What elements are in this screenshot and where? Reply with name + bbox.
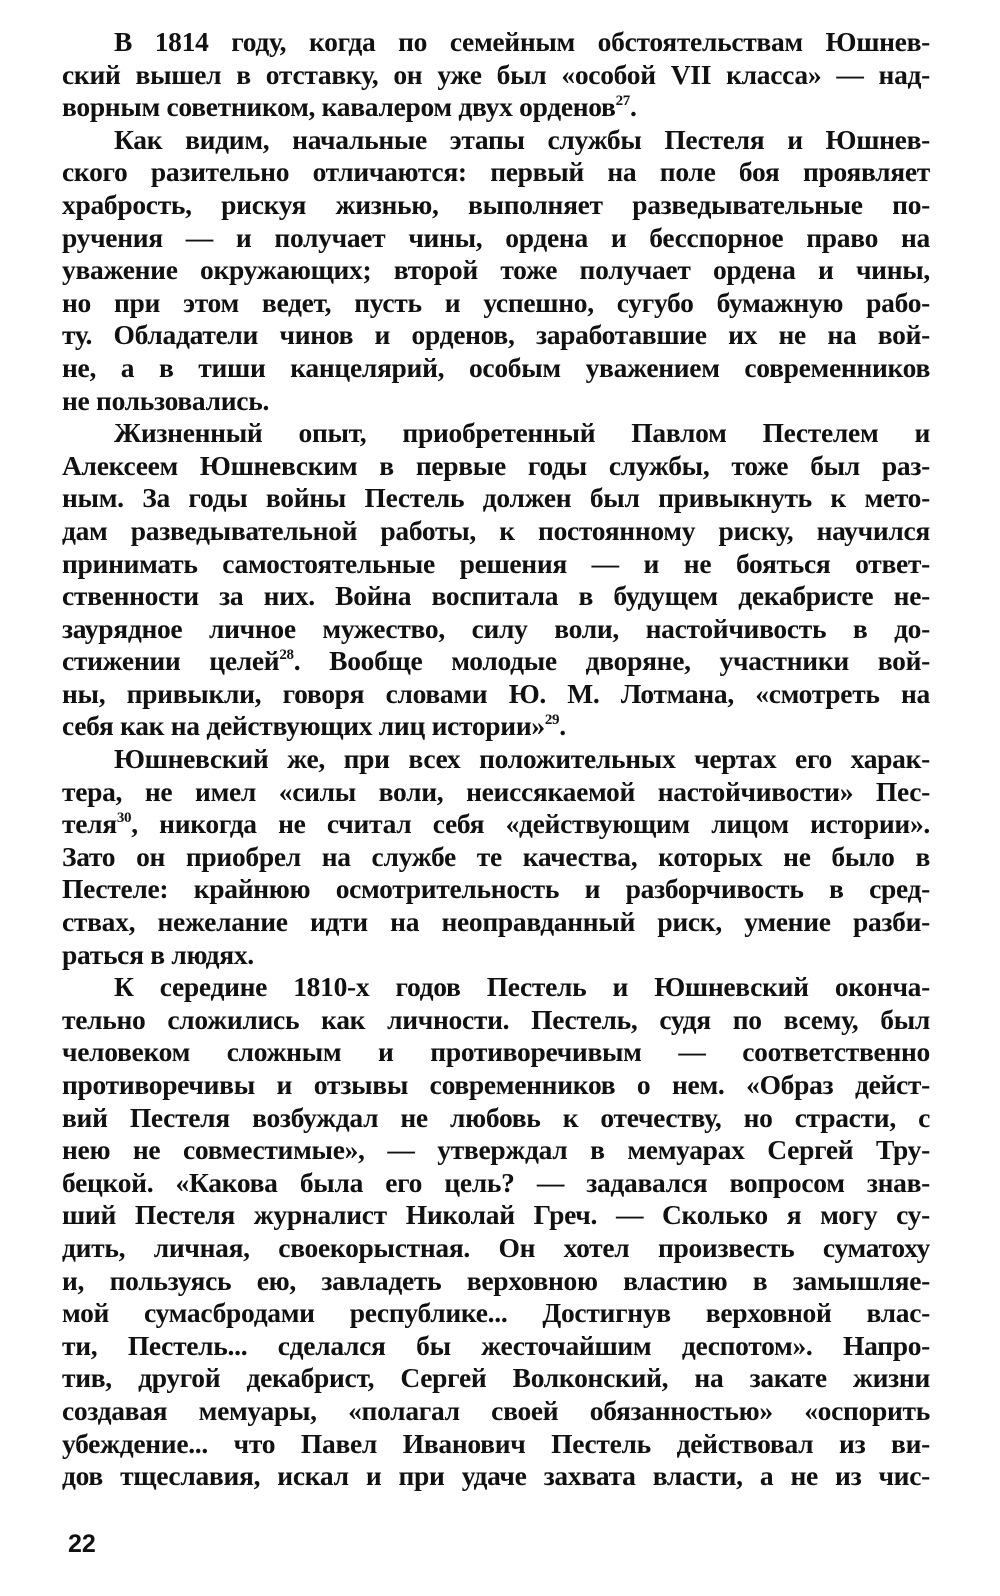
text-line: нею не совместимые», — утверждал в мемуарах Сергей Тру- (62, 1134, 930, 1166)
text-line: не, а в тиши канцелярий, особым уважением современников (62, 351, 930, 383)
text-line: тельно сложились как личности. Пестель, судя по всему, был (62, 1003, 930, 1035)
text-segment: . Вообще молодые дворяне, участники вой- (293, 645, 930, 677)
text-line: ший Пестеля журналист Николай Греч. — Сколько я могу су- (62, 1199, 930, 1231)
text-line: Юшневский же, при всех положительных чертах его харак- (114, 743, 930, 775)
text-segment: . (630, 91, 637, 123)
text-line: храбрость, рискуя жизнью, выполняет разведывательные по- (62, 188, 930, 220)
text-line: принимать самостоятельные решения — и не бояться ответ- (62, 547, 930, 579)
footnote-ref-29[interactable]: 29 (544, 712, 560, 729)
text-segment: стижении целей (62, 645, 280, 677)
text-line: и, пользуясь ею, завладеть верховною властию в замышляе- (62, 1264, 930, 1296)
text-line: ский вышел в отставку, он уже был «особой VII класса» — над- (62, 58, 930, 90)
text-segment: теля (62, 808, 117, 840)
text-line: ственности за них. Война воспитала в будущем декабристе не- (62, 580, 930, 612)
text-line: Зато он приобрел на службе те качества, которых не было в (62, 840, 930, 872)
text-line: но при этом ведет, пусть и успешно, сугубо бумажную рабо- (62, 286, 930, 318)
footnote-ref-28[interactable]: 28 (279, 647, 294, 664)
text-line: мой сумасбродами республике... Достигнув верховной влас- (62, 1297, 930, 1329)
text-line: Пестеле: крайнюю осмотрительность и разборчивость в сред- (62, 873, 930, 905)
paragraph-4 (62, 743, 930, 971)
text-line: человеком сложным и противоречивым — соответственно (62, 1036, 930, 1068)
text-line: дам разведывательной работы, к постоянному риску, научился (62, 514, 930, 546)
text-line: ным. За годы войны Пестель должен был привыкнуть к мето- (62, 482, 930, 514)
text-segment: , никогда не считал себя «действующим лицом истории». (131, 808, 930, 840)
text-line: Как видим, начальные этапы службы Пестеля и Юшнев- (114, 123, 930, 155)
text-line (62, 808, 930, 841)
text-line: ны, привыкли, говоря словами Ю. М. Лотмана, «смотреть на (62, 677, 930, 709)
text-line: не пользовались. (62, 384, 270, 416)
text-line: противоречивы и отзывы современников о нем. «Образ дейст- (62, 1069, 930, 1100)
text-line: Алексеем Юшневским в первые годы службы, тоже был раз- (62, 449, 930, 481)
text-line: ручения — и получает чины, ордена и бесспорное право на (62, 221, 930, 253)
paragraph-1 (62, 26, 930, 124)
text-line: дов тщеславия, искал и при удаче захвата власти, а не из чис- (62, 1460, 930, 1492)
text-line: тив, другой декабрист, Сергей Волконский, на закате жизни (62, 1362, 930, 1394)
text-line: раться в людях. (62, 938, 254, 970)
text-line: убеждение... что Павел Иванович Пестель действовал из ви- (62, 1427, 930, 1459)
footnote-ref-30[interactable]: 30 (116, 810, 132, 827)
text-line: создавая мемуары, «полагал своей обязанностью» «оспорить (62, 1394, 930, 1426)
text-line (62, 91, 930, 124)
paragraph-2 (62, 124, 930, 417)
text-line: вий Пестеля возбуждал не любовь к отечеству, но страсти, с (62, 1101, 930, 1133)
paragraph-3 (62, 417, 930, 743)
book-page (62, 26, 930, 1566)
text-line (62, 645, 930, 678)
text-line: тера, не имел «силы воли, неиссякаемой настойчивости» Пес- (62, 775, 930, 807)
text-line: уважение окружающих; второй тоже получает ордена и чины, (62, 254, 930, 286)
text-line: дить, личная, своекорыстная. Он хотел произвесть суматоху (62, 1231, 930, 1263)
text-line: В 1814 году, когда по семейным обстоятельствам Юшнев- (114, 26, 930, 57)
text-segment: себя как на действующих лиц истории» (62, 710, 545, 742)
page-number: 22 (68, 1530, 96, 1558)
text-line: ствах, нежелание идти на неоправданный риск, умение разби- (62, 906, 930, 938)
text-line: бецкой. «Какова была его цель? — задавался вопросом знав- (62, 1166, 930, 1198)
text-line: заурядное личное мужество, силу воли, настойчивость в до- (62, 612, 930, 644)
text-segment: ворным советником, кавалером двух орденов (62, 91, 616, 123)
text-line: Жизненный опыт, приобретенный Павлом Пестелем и (114, 417, 930, 449)
text-line: ту. Обладатели чинов и орденов, заработавшие их не на вой- (62, 319, 930, 351)
text-line (62, 710, 930, 743)
text-line: ти, Пестель... сделался бы жесточайшим деспотом». Напро- (62, 1329, 930, 1361)
text-line: ского разительно отличаются: первый на поле боя проявляет (62, 156, 930, 188)
paragraph-5 (62, 971, 930, 1493)
text-segment: . (559, 710, 566, 742)
text-line: К середине 1810-х годов Пестель и Юшневский оконча- (114, 971, 930, 1003)
footnote-ref-27[interactable]: 27 (615, 93, 630, 110)
